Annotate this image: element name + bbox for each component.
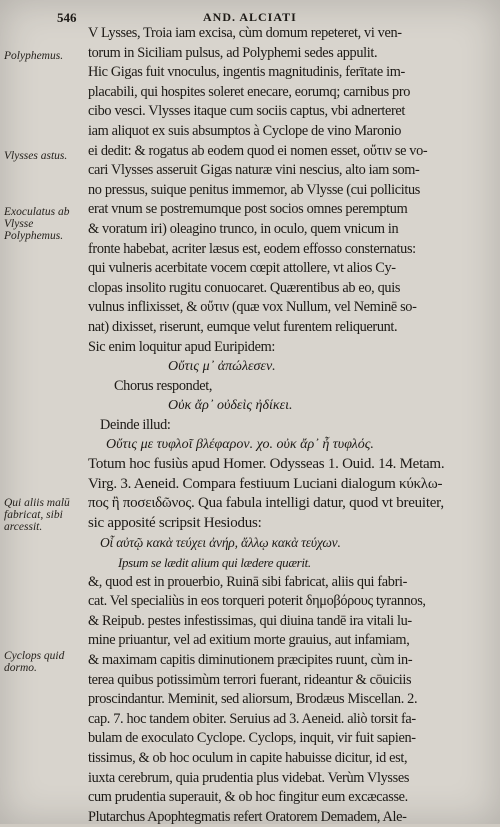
margin-note-polyphemus: Polyphemus. [4,50,64,62]
greek-quote: Οὐκ ἄρ᾽ οὐδεὶς ἠδίκει. [168,398,293,414]
margin-note-exoculatus: Exoculatus ab Vlysse Polyphemus. [4,206,70,242]
main-text [88,24,488,827]
text-line: iuxta cerebrum, quia prudentia plus videbat. Verùm Vlysses [88,769,410,786]
text-line: V Lysses, Troia iam excisa, cùm domum repeteret, vi ven- [88,25,402,41]
text-line: & maximam capitis diminutionem præcipites ruunt, cùm in- [88,652,413,668]
text-line: placabili, qui hospites soleret enecare, eorumq; carnibus pro [88,83,411,100]
text-line: & Reipub. pestes infestissimas, qui diuina tandē ira vitali lu- [88,612,412,629]
text-line: cari Vlysses asseruit Gigas naturæ vini nescius, alto iam som- [88,162,420,179]
hesiod-greek: Οἷ αὐτῷ κακὰ τεύχει ἀνήρ, ἄλλῳ κακὰ τεύχων. [100,535,341,551]
text-line: cap. 7. hoc tandem obiter. Seruius ad 3. Aeneid. aliò torsit fa- [88,710,416,727]
text-line: terea quibus potissimùm terrori fuerant, rideantur & cōuiciis [88,671,412,688]
hesiod-latin: Ipsum se lædit alium qui lædere quærit. [118,555,311,571]
text-line: qui vulneris acerbitate vocem cœpit attollere, vt alios Cy- [88,260,396,277]
text-line: iam aliquot ex suis absumptos à Cyclope de vino Maronio [88,122,402,139]
text-line: ei dedit: & rogatus ab eodem quod ei nomen esset, οὔτιν se vo- [88,142,428,159]
deinde-line: Deinde illud: [100,416,171,433]
text-line: Virg. 3. Aeneid. Compara festiuum Luciani dialogum κύκλω- [88,475,443,492]
greek-quote: Οὔτις με τυφλοῖ βλέφαρον. χο. οὐκ ἄρ᾽ ἦ τυφλός. [106,437,374,453]
text-line: Totum hoc fusiùs apud Homer. Odysseas 1. Ouid. 14. Metam. [88,456,445,473]
page-number: 546 [57,10,77,25]
text-line: bulam de exoculato Cyclope. Cyclops, inquit, vir fuit sapien- [88,730,416,747]
text-line: cibo vesci. Vlysses itaque cum sociis captus, vbi adnerteret [88,103,406,120]
text-line: πος ἢ ποσειδῶνος. Qua fabula intelligi datur, quod vt breuiter, [88,495,444,512]
text-line: Hic Gigas fuit vnoculus, ingentis magnitudinis, ferītate im- [88,64,405,81]
margin-note-vlysses-astus: Vlysses astus. [4,150,68,162]
running-head: AND. ALCIATI [203,10,297,24]
text-line: cum prudentia superauit, & ob hoc fingitur eum excæcasse. [88,789,408,806]
text-line: cat. Vel specialiùs in eos torqueri poterit δημοβόρους tyrannos, [88,593,426,610]
text-line: erat vnum se postremumque post socios omnes peremptum [88,201,408,218]
text-line: Plutarchus Apophtegmatis refert Oratorem Demadem, Ale- [88,808,407,825]
chorus-line: Chorus respondet, [114,377,213,394]
text-line: fronte habebat, acriter læsus est, eodem effosso consternatus: [88,240,416,257]
text-line: mine priuantur, vel ad exitium morte grauius, aut infamiam, [88,632,410,649]
text-line: & voratum iri) oleagino trunco, in oculo, quem vnicum in [88,220,399,237]
text-line: &, quod est in prouerbio, Ruinā sibi fabricat, aliis qui fabri- [88,573,408,590]
text-line: no pressus, suique penitus immemor, ab Vlysse (cui pollicitus [88,181,421,198]
text-line: vulnus inflixisset, & οὔτιν (quæ vox Nullum, vel Neminē so- [88,299,417,316]
greek-quote: Οὔτις μ᾽ ἀπώλεσεν. [168,359,276,375]
text-line: tissimus, & ob hoc oculum in capite habuisse dicitur, id est, [88,749,408,766]
text-line: sic apposité scripsit Hesiodus: [88,514,262,531]
text-line: torum in Siciliam pulsus, ad Polyphemi sedes appulit. [88,44,378,61]
text-line: proscindantur. Meminit, sed aliorsum, Brodæus Miscellan. 2. [88,691,418,708]
margin-note-cyclops: Cyclops quid dormo. [4,650,65,674]
text-line: clopas insolito rugitu conuocaret. Quærentibus ab eo, quis [88,279,401,296]
text-line: nat) dixisset, riserunt, eumque velut furentem reliquerunt. [88,318,398,335]
margin-note-qui-aliis: Qui aliis malū fabricat, sibi arcessit. [4,497,70,533]
text-line: Sic enim loquitur apud Euripidem: [88,338,275,355]
